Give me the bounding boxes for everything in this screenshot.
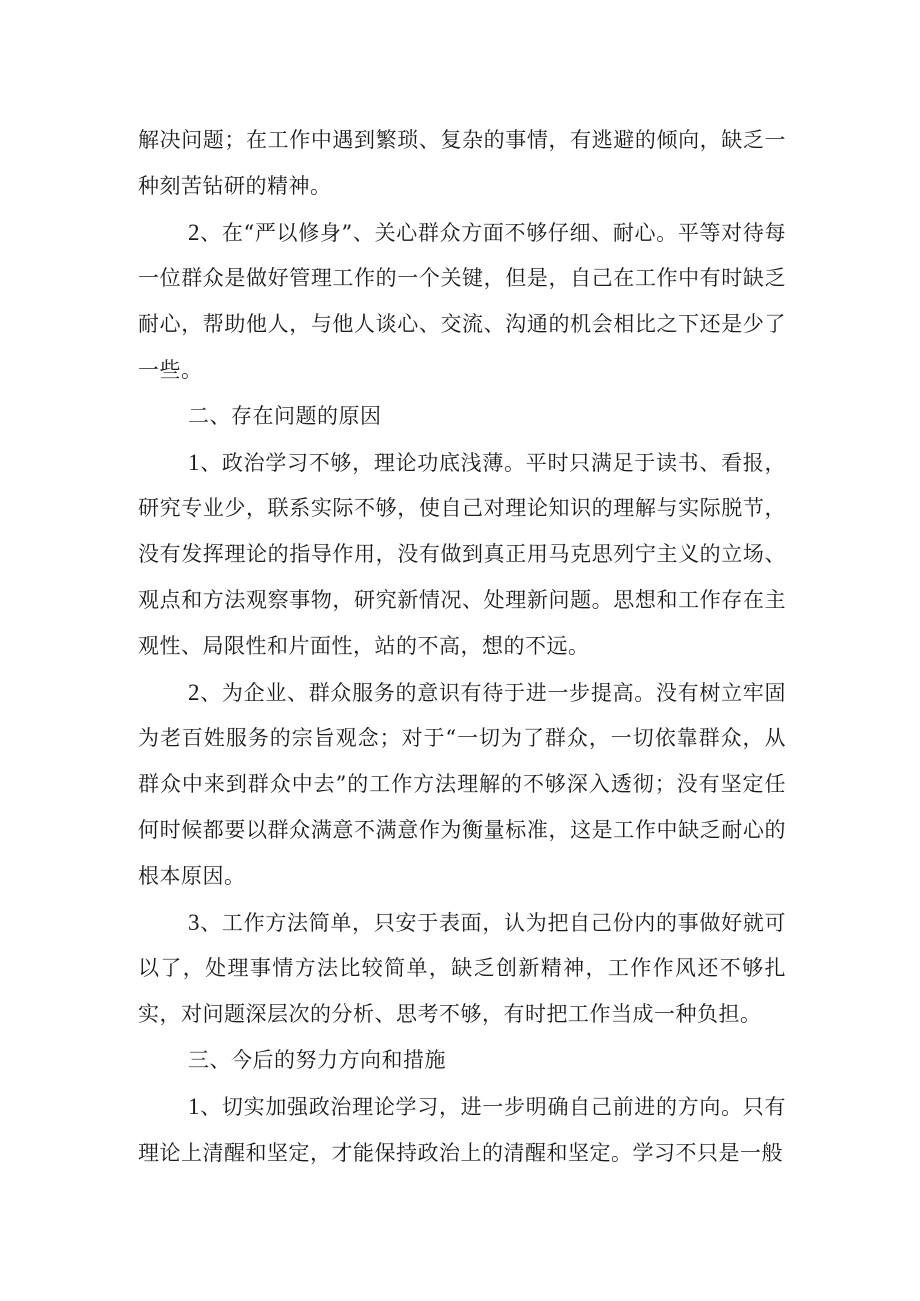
paragraph-item bbox=[138, 210, 786, 394]
paragraph-item bbox=[138, 900, 786, 1038]
section-heading: 二、存在问题的原因 bbox=[188, 403, 382, 428]
item-number: 1 bbox=[188, 1093, 200, 1119]
item-number: 2 bbox=[188, 219, 200, 245]
item-number: 2 bbox=[188, 679, 200, 705]
paragraph-text: 解决问题；在工作中遇到繁琐、复杂的事情，有逃避的倾向，缺乏一种刻苦钻研的精神。 bbox=[138, 128, 786, 198]
paragraph-text: 、为企业、群众服务的意识有待于进一步提高。没有树立牢固为老百姓服务的宗旨观念；对于“一切为了群众，一切依靠群众，从群众中来到群众中去”的工作方法理解的不够深入透彻；没有坚定任何时候都要以群众满意不满意作为衡量标准，这是工作中缺乏耐心的根本原因。 bbox=[138, 680, 786, 888]
paragraph-text: 、切实加强政治理论学习，进一步明确自己前进的方向。只有理论上清醒和坚定，才能保持政治上的清醒和坚定。学习不只是一般 bbox=[138, 1094, 786, 1165]
document-body bbox=[138, 118, 786, 1176]
item-number: 1 bbox=[188, 449, 200, 475]
paragraph-text: 、工作方法简单，只安于表面，认为把自己份内的事做好就可以了，处理事情方法比较简单，缺乏创新精神，工作作风还不够扎实，对问题深层次的分析、思考不够，有时把工作当成一种负担。 bbox=[138, 910, 786, 1027]
paragraph-continuation bbox=[138, 118, 786, 210]
paragraph-text: 、在“严以修身”、关心群众方面不够仔细、耐心。平等对待每一位群众是做好管理工作的一个关键，但是，自己在工作中有时缺乏耐心，帮助他人，与他人谈心、交流、沟通的机会相比之下还是少了一些。 bbox=[138, 220, 786, 382]
paragraph-item bbox=[138, 440, 786, 670]
paragraph-item bbox=[138, 1084, 786, 1177]
paragraph-text: 、政治学习不够，理论功底浅薄。平时只满足于读书、看报，研究专业少，联系实际不够，使自己对理论知识的理解与实际脱节，没有发挥理论的指导作用，没有做到真正用马克思列宁主义的立场、观点和方法观察事物，研究新情况、处理新问题。思想和工作存在主观性、局限性和片面性，站的不高，想的不远。 bbox=[138, 450, 786, 658]
paragraph-item bbox=[138, 670, 786, 900]
item-number: 3 bbox=[188, 909, 200, 935]
section-heading: 三、今后的努力方向和措施 bbox=[188, 1047, 446, 1072]
